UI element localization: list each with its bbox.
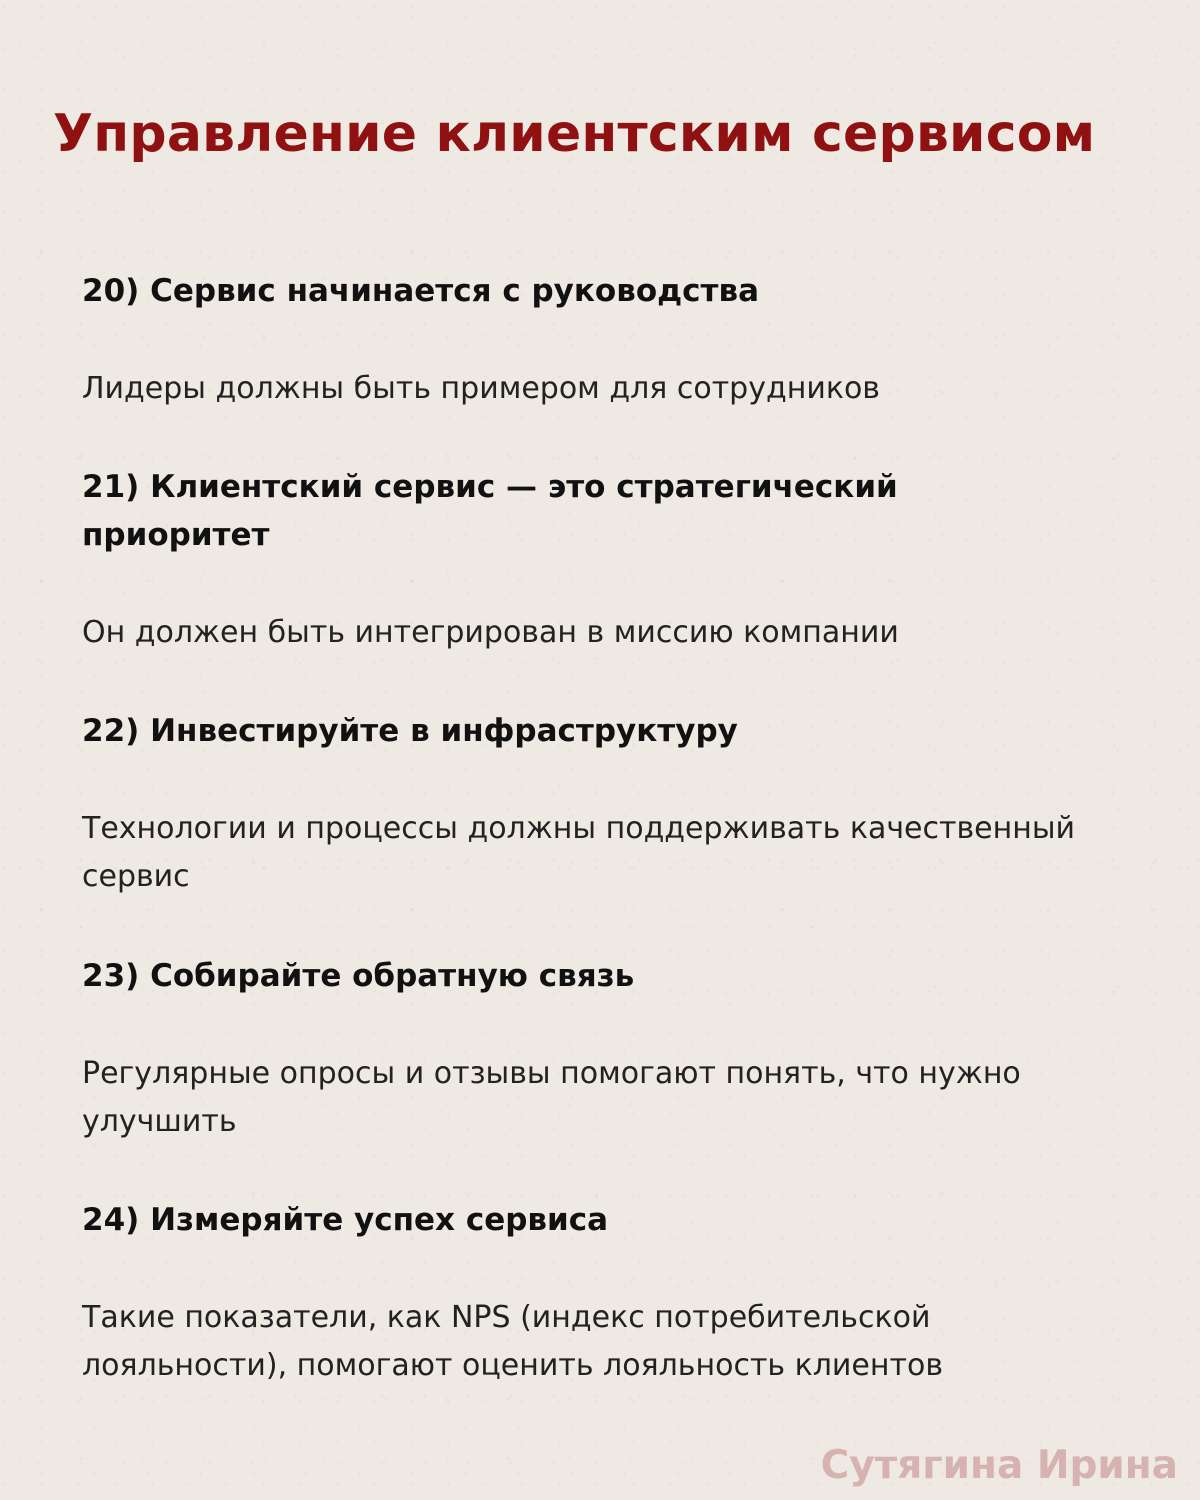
item-heading-24: 24) Измеряйте успех сервиса xyxy=(82,1202,609,1238)
item-heading-23: 23) Собирайте обратную связь xyxy=(82,958,635,994)
item-heading-22: 22) Инвестируйте в инфраструктуру xyxy=(82,713,738,749)
item-heading-21: 21) Клиентский сервис — это стратегический приоритет xyxy=(82,469,898,553)
page-title: Управление клиентским сервисом xyxy=(53,104,1096,164)
item-body-24: Такие показатели, как NPS (индекс потребительской лояльности), помогают оценить лояльность клиентов xyxy=(82,1300,944,1383)
author-signature: Сутягина Ирина xyxy=(820,1443,1178,1488)
item-body-20: Лидеры должны быть примером для сотрудников xyxy=(82,371,880,406)
item-body-22: Технологии и процессы должны поддерживать качественный сервис xyxy=(82,811,1076,894)
item-body-23: Регулярные опросы и отзывы помогают понять, что нужно улучшить xyxy=(82,1056,1021,1139)
item-body-21: Он должен быть интегрирован в миссию компании xyxy=(82,615,899,650)
item-heading-20: 20) Сервис начинается с руководства xyxy=(82,273,760,309)
